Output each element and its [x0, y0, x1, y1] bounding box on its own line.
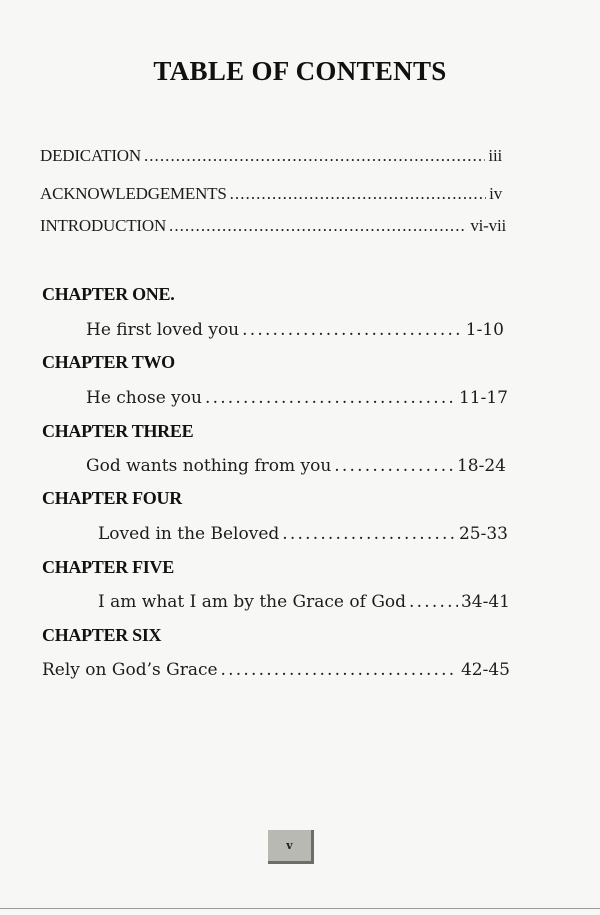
dot-leader [334, 456, 454, 476]
chapter-heading: CHAPTER THREE [42, 421, 194, 441]
toc-entry-introduction [40, 216, 506, 236]
dot-leader [169, 216, 467, 236]
chapter-heading: CHAPTER TWO [42, 352, 175, 372]
toc-entry-chapter-three [86, 456, 506, 476]
chapter-heading: CHAPTER ONE. [42, 284, 175, 304]
toc-entry-chapter-one [86, 320, 504, 340]
toc-entry-pages: iv [489, 184, 502, 203]
toc-entry-label: ACKNOWLEDGEMENTS [40, 184, 227, 203]
toc-entry-label: INTRODUCTION [40, 216, 167, 235]
page-edge [0, 908, 600, 909]
page-title: TABLE OF CONTENTS [153, 56, 447, 86]
chapter-heading: CHAPTER FIVE [42, 557, 174, 577]
chapter-heading: CHAPTER SIX [42, 625, 162, 645]
toc-entry-label: Rely on God’s Grace [42, 660, 218, 680]
dot-leader [144, 146, 485, 166]
chapter-heading: CHAPTER FOUR [42, 488, 182, 508]
dot-leader [242, 320, 463, 340]
toc-entry-pages: 11-17 [458, 388, 508, 408]
toc-entry-label: He first loved you [86, 320, 240, 340]
toc-entry-pages: vi-vii [470, 216, 506, 235]
toc-entry-pages: 34-41 [460, 592, 510, 612]
dot-leader [409, 592, 458, 612]
dot-leader [282, 524, 456, 544]
toc-entry-pages: iii [488, 146, 502, 165]
toc-entry-label: DEDICATION [40, 146, 141, 165]
toc-entry-acknowledgements [40, 184, 502, 204]
dot-leader [230, 184, 487, 204]
toc-entry-dedication [40, 146, 502, 166]
toc-entry-label: I am what I am by the Grace of God [98, 592, 407, 612]
toc-entry-pages: 25-33 [458, 524, 508, 544]
toc-entry-label: God wants nothing from you [86, 456, 332, 476]
page-number: v [268, 830, 314, 864]
toc-entry-chapter-six [42, 660, 510, 680]
toc-entry-label: He chose you [86, 388, 202, 408]
dot-leader [221, 660, 458, 680]
toc-entry-pages: 1-10 [465, 320, 504, 340]
dot-leader [205, 388, 456, 408]
toc-entry-chapter-two [86, 388, 508, 408]
toc-entry-chapter-five [98, 592, 510, 612]
toc-entry-chapter-four [98, 524, 508, 544]
toc-entry-pages: 42-45 [460, 660, 510, 680]
toc-entry-label: Loved in the Beloved [98, 524, 280, 544]
toc-entry-pages: 18-24 [456, 456, 506, 476]
